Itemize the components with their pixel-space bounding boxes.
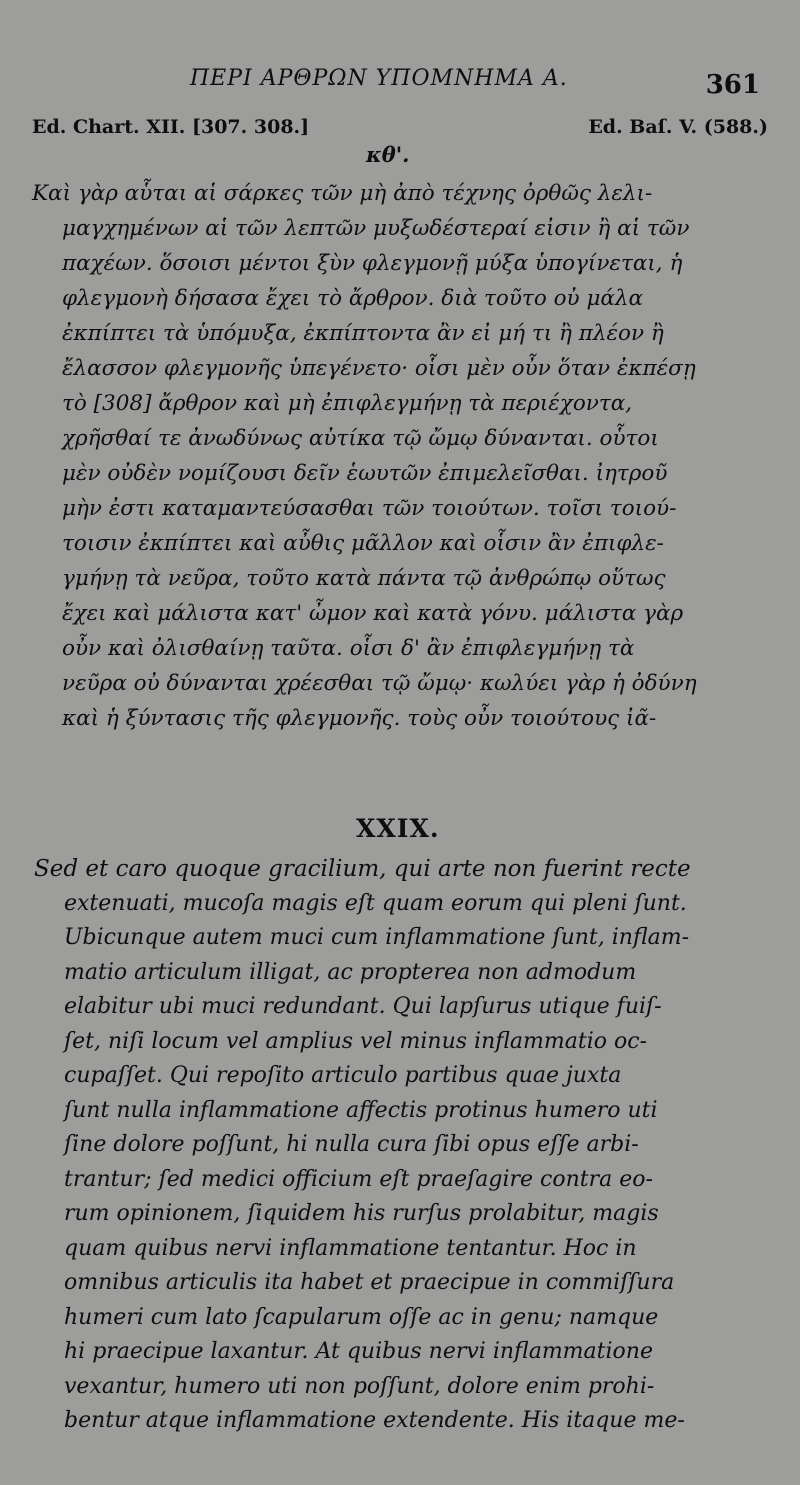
page-number: 361	[705, 70, 760, 100]
greek-text-line: τὸ [308] ἄρθρον καὶ μὴ ἐπιφλεγμήνῃ τὰ περιέχοντα,	[62, 391, 633, 416]
latin-text-line: quam quibus nervi inflammatione tentantur. Hoc in	[64, 1235, 637, 1261]
greek-text-line: παχέων. ὅσοισι μέντοι ξὺν φλεγμονῇ μύξα ὑπογίνεται, ἡ	[62, 251, 683, 276]
latin-text-line: ſunt nulla inflammatione affectis protinus humero uti	[64, 1097, 658, 1123]
greek-text-line: ἐκπίπτει τὰ ὑπόμυξα, ἐκπίπτοντα ἂν εἰ μή τι ἢ πλέον ἢ	[62, 321, 664, 346]
greek-text-line: μὴν ἐστι καταμαντεύσασθαι τῶν τοιούτων. τοῖσι τοιού-	[62, 496, 677, 521]
latin-text-line: omnibus articulis ita habet et praecipue in commiſſura	[64, 1270, 675, 1295]
latin-text-line: Sed et caro quoque gracilium, qui arte non fuerint recte	[34, 856, 691, 882]
latin-text-line: extenuati, mucoſa magis eſt quam eorum qui pleni ſunt.	[64, 890, 687, 916]
latin-text-line: bentur atque inflammatione extendente. His itaque me-	[64, 1408, 685, 1433]
edition-reference-chartier: Ed. Chart. XII. [307. 308.]	[32, 116, 310, 138]
greek-section-number: κθ'.	[366, 142, 410, 167]
latin-text-line: cupaſſet. Qui repoſito articulo partibus quae juxta	[64, 1063, 622, 1088]
greek-text-line: ἔχει καὶ μάλιστα κατ' ὦμον καὶ κατὰ γόνυ. μάλιστα γὰρ	[62, 601, 684, 626]
latin-text-line: ſet, niſi locum vel amplius vel minus inflammatio oc-	[64, 1028, 647, 1054]
greek-text-line: φλεγμονὴ δήσασα ἔχει τὸ ἄρθρον. διὰ τοῦτο οὐ μάλα	[62, 286, 644, 311]
greek-text-line: καὶ ἡ ξύντασις τῆς φλεγμονῆς. τοὺς οὖν τοιούτους ἰᾶ-	[62, 706, 657, 731]
latin-text-line: matio articulum illigat, ac propterea non admodum	[64, 959, 637, 985]
latin-text-line: hi praecipue laxantur. At quibus nervi inflammatione	[64, 1339, 653, 1364]
edition-reference-basel: Ed. Baſ. V. (588.)	[588, 116, 768, 138]
greek-text-line: γμήνῃ τὰ νεῦρα, τοῦτο κατὰ πάντα τῷ ἀνθρώπῳ οὕτως	[62, 566, 666, 591]
latin-text-line: elabitur ubi muci redundant. Qui lapſurus utique fuiſ-	[64, 994, 662, 1019]
greek-text-line: οὖν καὶ ὀλισθαίνῃ ταῦτα. οἷσι δ' ἂν ἐπιφλεγμήνῃ τὰ	[62, 636, 635, 661]
latin-text-line: vexantur, humero uti non poſſunt, dolore enim prohi-	[64, 1373, 655, 1399]
greek-text-line: μὲν οὐδὲν νομίζουσι δεῖν ἑωυτῶν ἐπιμελεῖσθαι. ἰητροῦ	[62, 461, 668, 486]
greek-text-line: τοισιν ἐκπίπτει καὶ αὖθις μᾶλλον καὶ οἷσιν ἂν ἐπιφλε-	[62, 531, 664, 556]
latin-text-line: ſine dolore poſſunt, hi nulla cura ſibi opus eſſe arbi-	[64, 1132, 639, 1157]
latin-text-line: humeri cum lato ſcapularum oſſe ac in genu; namque	[64, 1304, 659, 1330]
latin-text-line: Ubicunque autem muci cum inflammatione ſunt, inflam-	[64, 925, 690, 950]
latin-text-line: trantur; ſed medici officium eſt praeſagire contra eo-	[64, 1166, 653, 1192]
greek-text-line: μαγχημένων αἱ τῶν λεπτῶν μυξωδέστεραί εἰσιν ἢ αἱ τῶν	[62, 216, 690, 241]
greek-text-line: Καὶ γὰρ αὗται αἱ σάρκες τῶν μὴ ἀπὸ τέχνης ὀρθῶς λελι-	[32, 181, 653, 206]
greek-text-line: χρῆσθαί τε ἀνωδύνως αὐτίκα τῷ ὤμῳ δύνανται. οὗτοι	[62, 426, 659, 451]
latin-section-number: XXIX.	[356, 814, 440, 843]
greek-text-block	[32, 176, 768, 736]
greek-text-line: νεῦρα οὐ δύνανται χρέεσθαι τῷ ὤμῳ· κωλύει γὰρ ἡ ὀδύνη	[62, 671, 697, 696]
running-title: ΠΕΡΙ ΑΡΘΡΩΝ ΥΠΟΜΝΗΜΑ Α.	[190, 66, 568, 91]
latin-text-line: rum opinionem, ſiquidem his rurſus prolabitur, magis	[64, 1201, 659, 1226]
latin-text-block	[34, 852, 770, 1439]
greek-text-line: ἔλασσον φλεγμονῆς ὑπεγένετο· οἷσι μὲν οὖν ὅταν ἐκπέσῃ	[62, 356, 696, 381]
